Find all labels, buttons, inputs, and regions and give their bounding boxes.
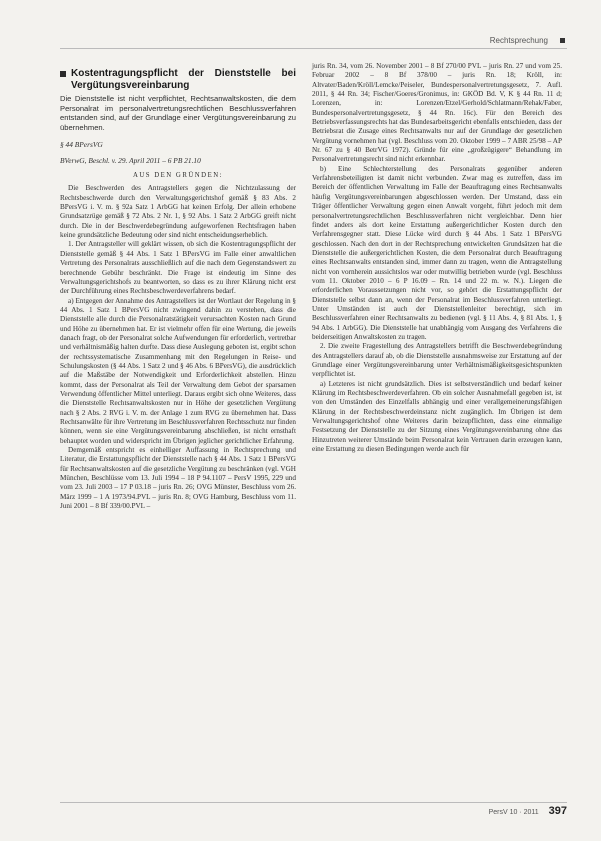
paragraph: a) Entgegen der Annahme des Antragstellers ist der Wortlaut der Regelung in § 44 Abs. 1 Satz 1 BPersVG nicht zwingend dahin zu verstehen, dass die Dienststelle alle durch die Personalratstätigkeit verursachten Kosten nach Grund und Höhe zu übernehmen hat. Er ist vielmehr offen für eine Wertung, die jeweils danach fragt, ob der Personalrat solche Aufwendungen für erforderlich, vertretbar und verhältnismäßig halten durfte. Dass diese Auslegung geboten ist, ergibt schon der rechtssystematische Zusammenhang mit den Regelungen in Reise- und Schulungskosten (§ 44 Abs. 1 Satz 2 und § 46 Abs. 6 BPersVG), die ausdrücklich auf die Maßstäbe der Notwendigkeit und Erforderlichkeit abstellen. Hinzu kommt, dass der Personalrat als Teil der Verwaltung dem Gebot der sparsamen Verwendung öffentlicher Mittel unterliegt. Daraus ergibt sich ohne Weiteres, dass die Dienststelle Rechtsanwaltskosten nur in Höhe der gesetzlichen Vergütung nach § 2 Abs. 2 RVG i. V. m. der Anlage 1 zum RVG zu übernehmen hat. Dass Rechtsanwälte für ihre Vertretung im Beschlussverfahren Rechtsschutz nur finden können, wenn sie eine Vergütungsvereinbarung abschließen, ist nicht ernsthaft behauptet worden und widerspricht im Übrigen jeglicher gerichtlicher Erfahrung.	[60, 296, 296, 445]
paragraph: a) Letzteres ist nicht grundsätzlich. Dies ist selbstverständlich und bedarf keiner Klärung im Rechtsbeschwerdeverfahren. Ob ein solcher Ausnahmefall gegeben ist, ist von den Umständen des Einzelfalls abhängig und einer verallgemeinerungsfähigen Klärung in der Rechtsbeschwerdeinstanz nicht zugänglich. Im Übrigen ist dem Verwaltungsgerichtshof ohne Weiteres darin beizupflichten, dass eine einmalige Festsetzung der Dienststelle zu der Sitzung eines Vergütungsvereinbarung ohne das Hinzutreten weiterer Umstände beim Personalrat kein Vertrauen darin erzeugen kann, eine Erstattung zu diesen Bedingungen werde auch für	[312, 379, 562, 454]
article-title: Kostentragungspflicht der Dienststelle bei Vergütungsvereinbarung	[71, 68, 296, 91]
running-head-label: Rechtsprechung	[489, 36, 548, 45]
running-head	[490, 36, 565, 45]
paragraph: Die Beschwerden des Antragstellers gegen die Nichtzulassung der Rechtsbeschwerde durch den Verwaltungsgerichtshof gemäß § 83 Abs. 2 BPersVG i. V. m. § 92a Satz 1 ArbGG hat keinen Erfolg. Der allein erhobene Grundsatzrüge gemäß § 72 Abs. 2 Nr. 1, § 92 Abs. 1 Satz 2 ArbGG greift nicht durch. Die in der Beschwerdebegründung aufgeworfenen Rechtsfragen haben keine grundsätzliche Bedeutung oder sind nicht entscheidungserheblich.	[60, 184, 296, 240]
paragraph: 1. Der Antragsteller will geklärt wissen, ob sich die Kostentragungspflicht der Dienststelle gemäß § 44 Abs. 1 Satz 1 BPersVG im Falle einer anwaltlichen Vertretung des Personalrats ausschließlich auf die nach dem Gegenstandswert zu berechnende Gebühr beschränkt. Die Frage ist eindeutig im Sinne des Verwaltungsgerichtshofs zu beantworten, so dass es zu ihrer Klärung nicht erst der Durchführung eines Rechtsbeschwerdeverfahrens bedarf.	[60, 240, 296, 296]
page-footer	[489, 805, 567, 817]
paragraph: Demgemäß entspricht es einhelliger Auffassung in Rechtsprechung und Literatur, die Erstattungspflicht der Dienststelle nach § 44 Abs. 1 Satz 1 BPersVG für Rechtsanwaltskosten auf die gesetzliche Vergütung zu beschränken (vgl. VGH München, Beschlüsse vom 13. Juli 1994 – 18 P 94.1107 – PersV 1995, 229 und vom 23. Juli 2003 – 17 P 03.18 – juris Rn. 26; OVG Münster, Beschluss vom 26. März 1999 – 1 A 1973/94.PVL – juris Rn. 8; OVG Hamburg, Beschluss vom 11. Juni 2001 – 8 Bf 339/00.PVL –	[60, 446, 296, 511]
law-reference: § 44 BPersVG	[60, 140, 103, 150]
paragraph: juris Rn. 34, vom 26. November 2001 – 8 Bf 270/00 PVL – juris Rn. 27 und vom 25. Februar 2002 – 8 Bf 378/00 – juris Rn. 18; Kröll, in: Altvater/Baden/Kröll/Lemcke/Peiseler, Bundespersonalvertretungsgesetz, 7. Aufl. 2011, § 44 Rn. 34; Fischer/Goeres/Gronimus, in: GKÖD Bd. V, K § 44 Rn. 11 d; Lorenzen, in: Lorenzen/Etzel/Gerhold/Schlatmann/Rehak/Faber, Bundespersonalvertretungsgesetz, § 44 Rn. 16c). Für den Bereich des Betriebsverfassungsrechts hat das Bundesarbeitsgericht ebenfalls entschieden, dass der Betriebsrat die Zusage eines Rechtsanwalts nur auf der Grundlage der gesetzlichen Vergütung vornehmen hat (vgl. Beschluss vom 20. Oktober 1999 – 7 ABR 25/98 – AP Nr. 67 zu § 40 BetrVG 1972). Gründe für eine „großzügigere“ Behandlung im Personalvertretungsrecht sind nicht erkennbar.	[312, 62, 562, 164]
lead-paragraph: Die Dienststelle ist nicht verpflichtet, Rechtsanwaltskosten, die dem Personalrat im personalvertretungsrechtlichen Beschlussverfahren entstanden sind, auf der Grundlage einer Vergütungsvereinbarung zu übernehmen.	[60, 94, 296, 132]
court-citation: BVerwG, Beschl. v. 29. April 2011 – 6 PB 21.10	[60, 155, 201, 165]
paragraph: 2. Die zweite Fragestellung des Antragstellers betrifft die Beschwerdebegründung des Antragstellers darauf ab, ob die Dienststelle ausnahmsweise zur Erstattung auf der Grundlage einer Vergütungsvereinbarung unter Verhältnismäßigkeitsgesichtspunkten verpflichtet ist.	[312, 342, 562, 379]
left-column	[60, 62, 296, 511]
header-rule	[60, 48, 567, 49]
running-head-square-icon	[560, 38, 565, 43]
heading-square-icon	[60, 71, 66, 77]
page-number: 397	[548, 805, 567, 817]
paragraph: b) Eine Schlechterstellung des Personalrats gegenüber anderen Verfahrensbeteiligten ist damit nicht verbunden. Zwar mag es zutreffen, dass im Bereich der öffentlichen Verwaltung im Falle der Beauftragung eines Rechtsanwalts häufig Vergütungsvereinbarungen abgeschlossen werden. Der Umstand, dass ein Träger öffentlicher Verwaltung gegen einen Anwalt vorgeht, führt jedoch mit dem personalvertretungsrechtlichen Beschlussverfahren nicht vergleichbar. Denn hier findet anders als dort keine Erstattung außergerichtlicher Kosten durch den Verfahrensgegner statt. Diese Lücke wird durch § 44 Abs. 1 Satz 1 BPersVG geschlossen. Nach den dort in der Rechtsprechung entwickelten Grundsätzen hat die Dienststelle die außergerichtlichen Kosten, die dem Personalrat durch Beauftragung eines Rechtsanwalts entstanden sind, immer dann zu tragen, wenn die Antragstellung nicht von vornherein aussichtslos war oder mutwillig betrieben wurde (vgl. Beschluss vom 11. Oktober 2010 – 6 P 16.09 – Rn. 14 und 22 m. w. N.). Liegen die erforderlichen Voraussetzungen nicht vor, so gehört die Erstattungspflicht der Dienststelle selbst dann an, wenn der Personalrat im Beschlussverfahren unterliegt. Unter Umständen ist auch der Dienststellenleiter berechtigt, sich im Beschlussverfahren einer Rechtsanwalts zu bedienen (vgl. § 11 Abs. 4, § 81 Abs. 1, § 94 Abs. 1 ArbGG). Die Dienststelle hat unabhängig vom Ausgang des Verfahrens die beiderseitigen Anwaltskosten zu tragen.	[312, 164, 562, 341]
right-column	[312, 62, 562, 454]
issue-label: PersV 10 · 2011	[488, 809, 539, 816]
reasons-heading: AUS DEN GRÜNDEN:	[132, 172, 224, 180]
article-heading	[60, 68, 296, 91]
footer-rule	[60, 802, 567, 803]
